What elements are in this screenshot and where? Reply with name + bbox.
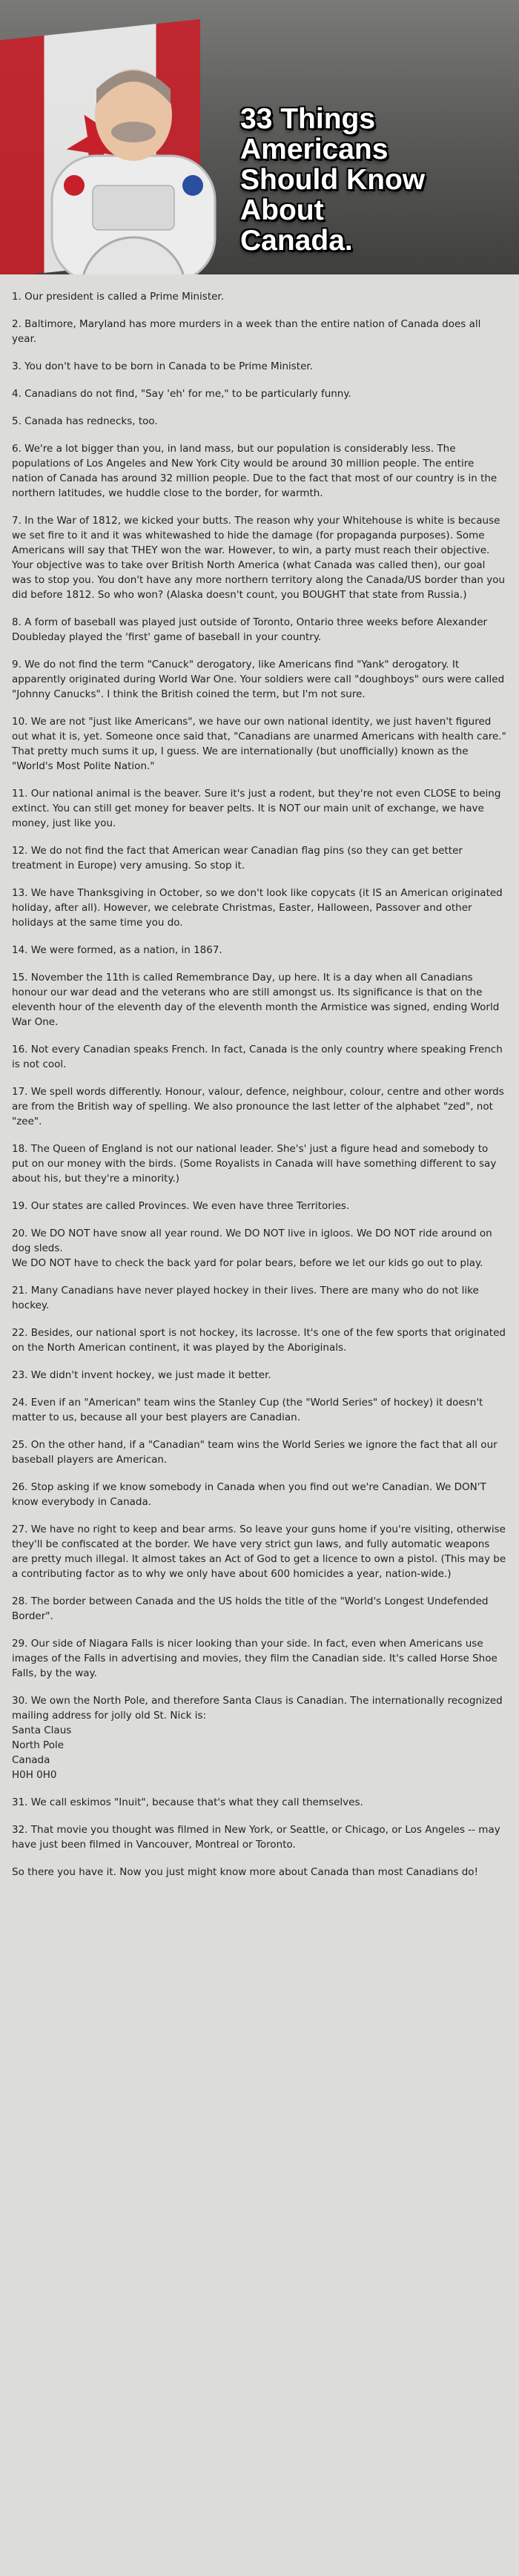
fact-item: 7. In the War of 1812, we kicked your butts. The reason why your Whitehouse is white is because we set fire to it and it was whitewashed to hide the damage (for propaganda purposes). Some Americans will say that THEY won the war. However, to win, a party must reach their objective. Your objective was to take over British North America (what Canada was called then), our goal was to stop you. You don't have any more northern territory along the Canada/US border than you did before 1812. So who won? (Alaska doesn't count, you BOUGHT that state from Russia.): [12, 515, 506, 601]
astronaut-photo: [22, 45, 245, 274]
fact-item: 31. We call eskimos "Inuit", because that's what they call themselves.: [12, 1796, 363, 1808]
fact-item: 11. Our national animal is the beaver. Sure it's just a rodent, but they're not even CLOSE to being extinct. You can still get money for beaver pelts. It is NOT our main unit of exchange, we have money, just like you.: [12, 788, 501, 829]
fact-item: 23. We didn't invent hockey, we just made it better.: [12, 1369, 271, 1381]
fact-item: 5. Canada has rednecks, too.: [12, 415, 158, 427]
fact-item: 29. Our side of Niagara Falls is nicer looking than your side. In fact, even when Americans use images of the Falls in advertising and movies, they film the Canadian side. It's called Horse Shoe Falls, by the way.: [12, 1638, 497, 1679]
fact-item: 19. Our states are called Provinces. We even have three Territories.: [12, 1200, 350, 1212]
fact-item: 20. We DO NOT have snow all year round. We DO NOT live in igloos. We DO NOT ride around on dog sleds. We DO NOT have to check the back yard for polar bears, before we let our kids go out to play.: [12, 1228, 492, 1269]
fact-item: 4. Canadians do not find, "Say 'eh' for me," to be particularly funny.: [12, 388, 351, 400]
fact-item: 21. Many Canadians have never played hockey in their lives. There are many who do not like hockey.: [12, 1285, 479, 1311]
fact-item: 22. Besides, our national sport is not hockey, its lacrosse. It's one of the few sports that originated on the North American continent, it was played by the Aboriginals.: [12, 1327, 506, 1354]
fact-item: 14. We were formed, as a nation, in 1867.: [12, 944, 222, 956]
fact-item: 1. Our president is called a Prime Minister.: [12, 291, 225, 303]
fact-item: 27. We have no right to keep and bear arms. So leave your guns home if you're visiting, otherwise they'll be confiscated at the border. We have very strict gun laws, and fully automatic weapons are pretty much illegal. It almost takes an Act of God to get a licence to own a pistol. (This may be a contributing factor as to why we only have about 600 homicides a year, nation-wide.): [12, 1523, 506, 1580]
closing-text: So there you have it. Now you just might know more about Canada than most Canadians do!: [12, 1866, 478, 1878]
page-title: 33 Things Americans Should Know About Canada.: [240, 103, 426, 257]
fact-item: 12. We do not find the fact that American wear Canadian flag pins (so they can get better treatment in Europe) very amusing. So stop it.: [12, 845, 463, 872]
fact-item: 25. On the other hand, if a "Canadian" team wins the World Series we ignore the fact that all our baseball players are American.: [12, 1439, 497, 1466]
fact-item: 28. The border between Canada and the US holds the title of the "World's Longest Undefended Border".: [12, 1595, 489, 1622]
header-image: [0, 0, 519, 274]
fact-item: 6. We're a lot bigger than you, in land mass, but our population is considerably less. The populations of Los Angeles and New York City would be around 30 million people. The entire nation of Canada has around 32 million people. Due to the fact that most of our country is in the northern latitudes, we huddle close to the border, for warmth.: [12, 443, 497, 499]
fact-item: 30. We own the North Pole, and therefore Santa Claus is Canadian. The internationally recognized mailing address for jolly old St. Nick is: Santa Claus North Pole Canada H0H 0H0: [12, 1695, 503, 1781]
fact-item: 2. Baltimore, Maryland has more murders in a week than the entire nation of Canada does all year.: [12, 318, 481, 345]
fact-item: 15. November the 11th is called Remembrance Day, up here. It is a day when all Canadians honour our war dead and the veterans who are still amongst us. Its significance is that on the eleventh hour of the eleventh day of the eleventh month the Armistice was signed, ending World War One.: [12, 972, 500, 1028]
facts-list: [0, 274, 519, 1852]
fact-item: 18. The Queen of England is not our national leader. She's' just a figure head and somebody to put on our money with the birds. (Some Royalists in Canada will have something different to say about his, but they're a minority.): [12, 1143, 497, 1185]
fact-item: 16. Not every Canadian speaks French. In fact, Canada is the only country where speaking French is not cool.: [12, 1044, 503, 1070]
fact-item: 3. You don't have to be born in Canada to be Prime Minister.: [12, 360, 313, 372]
fact-item: 26. Stop asking if we know somebody in Canada when you find out we're Canadian. We DON'T know everybody in Canada.: [12, 1481, 486, 1508]
fact-item: 32. That movie you thought was filmed in New York, or Seattle, or Chicago, or Los Angeles -- may have just been filmed in Vancouver, Montreal or Toronto.: [12, 1824, 500, 1851]
fact-item: 9. We do not find the term "Canuck" derogatory, like Americans find "Yank" derogatory. It apparently originated during World War One. Your soldiers were call "doughboys" ours were called "Johnny Canucks". I think the British coined the term, but I'm not sure.: [12, 659, 505, 700]
fact-item: 17. We spell words differently. Honour, valour, defence, neighbour, colour, centre and other words are from the British way of spelling. We also pronounce the last letter of the alphabet "zed", not "zee".: [12, 1086, 504, 1127]
fact-item: 8. A form of baseball was played just outside of Toronto, Ontario three weeks before Alexander Doubleday played the 'first' game of baseball in your country.: [12, 616, 488, 643]
fact-item: 13. We have Thanksgiving in October, so we don't look like copycats (it IS an American originated holiday, after all). However, we celebrate Christmas, Easter, Halloween, Passover and other holidays at the same time you do.: [12, 887, 503, 929]
fact-item: 10. We are not "just like Americans", we have our own national identity, we just haven't figured out what it is, yet. Someone once said that, "Canadians are unarmed Americans with health care." That pretty much sums it up, I guess. We are internationally (but unofficially) known as the "World's Most Polite Nation.": [12, 716, 506, 772]
fact-item: 24. Even if an "American" team wins the Stanley Cup (the "World Series" of hockey) it doesn't matter to us, because all your best players are Canadian.: [12, 1397, 483, 1423]
